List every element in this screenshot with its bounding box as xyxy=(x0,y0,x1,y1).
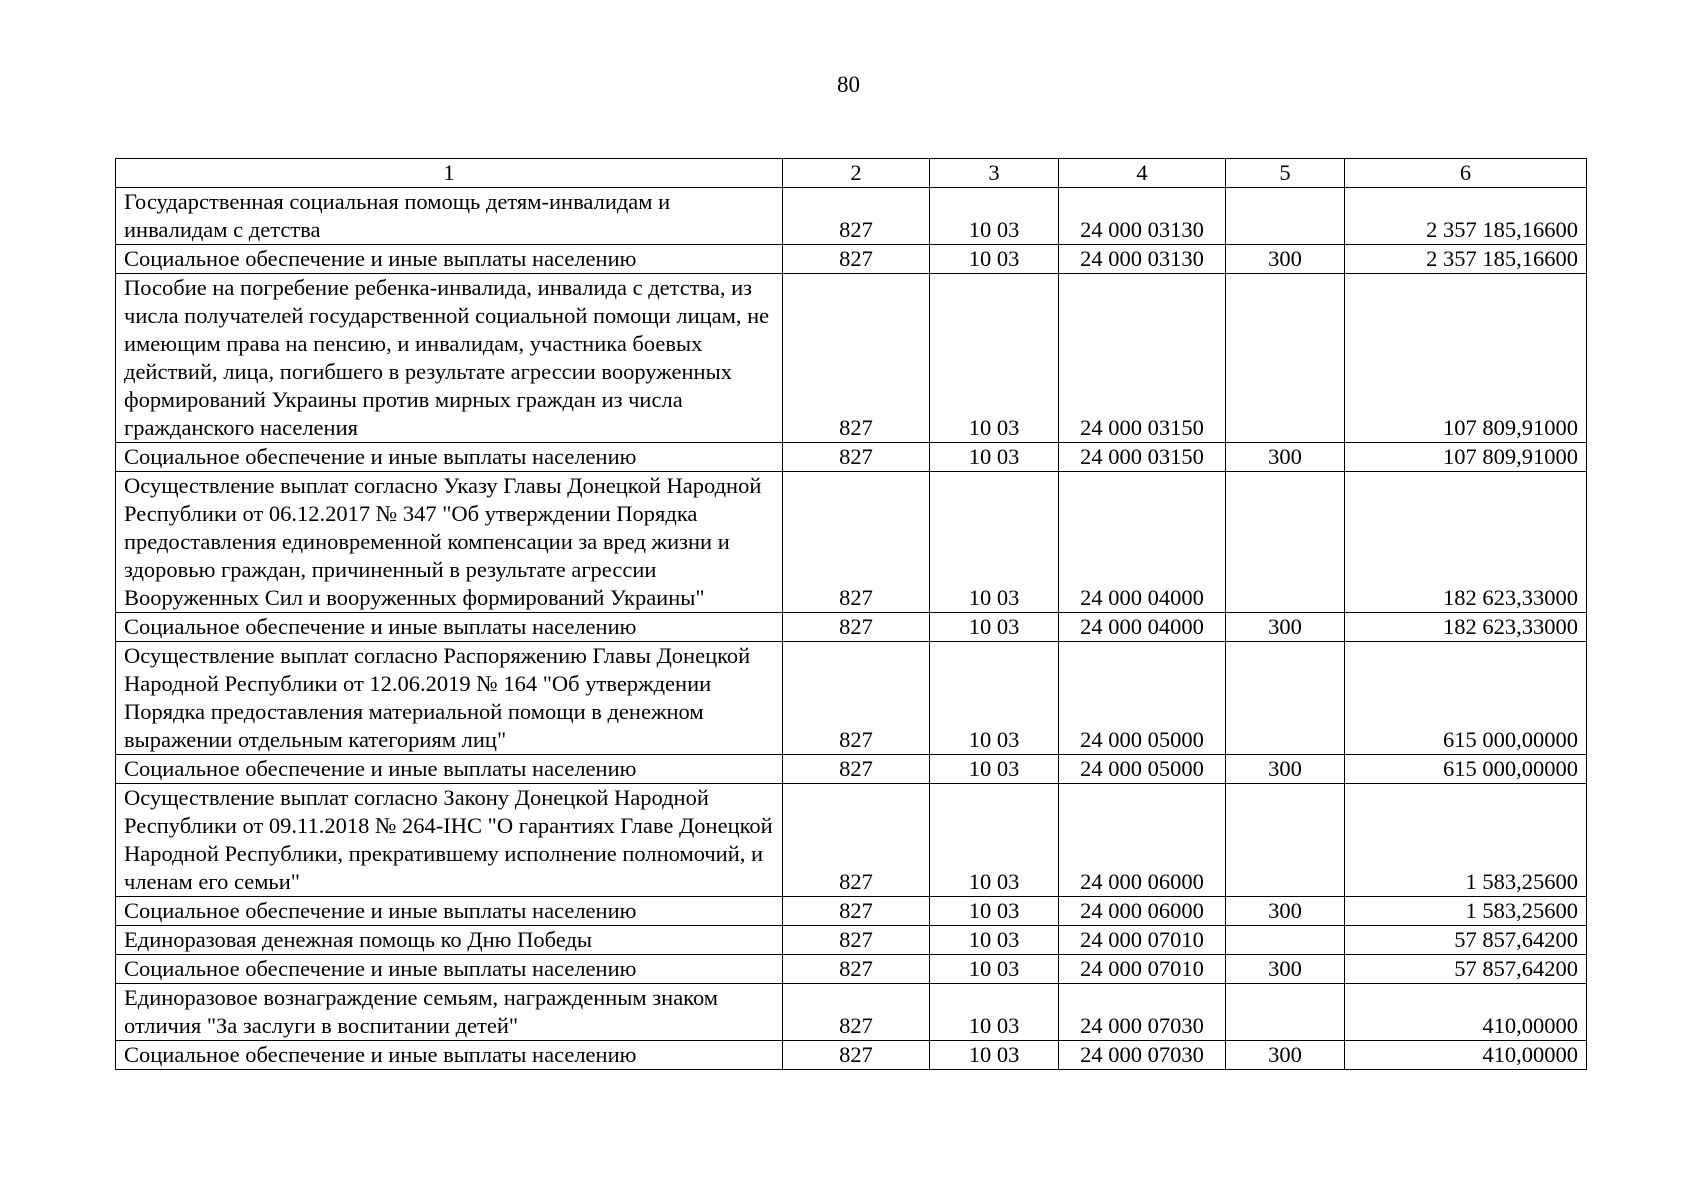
header-col-2: 2 xyxy=(783,159,930,188)
table-row xyxy=(116,784,1587,897)
page-number: 80 xyxy=(837,72,860,97)
cell-target-code: 24 000 05000 xyxy=(1059,755,1226,784)
cell-name: Социальное обеспечение и иные выплаты населению xyxy=(116,955,783,984)
cell-section-code: 10 03 xyxy=(930,472,1059,613)
table-row xyxy=(116,897,1587,926)
cell-expense-type xyxy=(1226,926,1345,955)
cell-amount: 57 857,64200 xyxy=(1345,955,1587,984)
header-col-1: 1 xyxy=(116,159,783,188)
cell-name: Социальное обеспечение и иные выплаты населению xyxy=(116,755,783,784)
table-row xyxy=(116,274,1587,443)
table-row xyxy=(116,642,1587,755)
cell-expense-type xyxy=(1226,188,1345,245)
cell-expense-type: 300 xyxy=(1226,955,1345,984)
cell-section-code: 10 03 xyxy=(930,955,1059,984)
table-row xyxy=(116,926,1587,955)
table-row xyxy=(116,955,1587,984)
table-row xyxy=(116,1041,1587,1070)
cell-section-code: 10 03 xyxy=(930,755,1059,784)
cell-name: Единоразовая денежная помощь ко Дню Победы xyxy=(116,926,783,955)
cell-ministry-code: 827 xyxy=(783,642,930,755)
header-col-6: 6 xyxy=(1345,159,1587,188)
cell-ministry-code: 827 xyxy=(783,1041,930,1070)
cell-expense-type: 300 xyxy=(1226,443,1345,472)
cell-section-code: 10 03 xyxy=(930,245,1059,274)
cell-expense-type xyxy=(1226,642,1345,755)
cell-target-code: 24 000 07030 xyxy=(1059,1041,1226,1070)
cell-ministry-code: 827 xyxy=(783,897,930,926)
cell-amount: 1 583,25600 xyxy=(1345,784,1587,897)
cell-ministry-code: 827 xyxy=(783,984,930,1041)
cell-name: Государственная социальная помощь детям-инвалидам и инвалидам с детства xyxy=(116,188,783,245)
cell-amount: 2 357 185,16600 xyxy=(1345,245,1587,274)
cell-ministry-code: 827 xyxy=(783,955,930,984)
table-row xyxy=(116,613,1587,642)
cell-amount: 182 623,33000 xyxy=(1345,613,1587,642)
table-row xyxy=(116,443,1587,472)
cell-name: Осуществление выплат согласно Указу Главы Донецкой Народной Республики от 06.12.2017 № 347 "Об утверждении Порядка предоставления единовременной компенсации за вред жизни и здоровью граждан, причиненный в результате агрессии Вооруженных Сил и вооруженных формирований Украины" xyxy=(116,472,783,613)
cell-expense-type: 300 xyxy=(1226,897,1345,926)
cell-target-code: 24 000 05000 xyxy=(1059,642,1226,755)
cell-amount: 107 809,91000 xyxy=(1345,274,1587,443)
cell-target-code: 24 000 04000 xyxy=(1059,472,1226,613)
cell-section-code: 10 03 xyxy=(930,784,1059,897)
cell-ministry-code: 827 xyxy=(783,472,930,613)
cell-ministry-code: 827 xyxy=(783,245,930,274)
cell-name: Социальное обеспечение и иные выплаты населению xyxy=(116,1041,783,1070)
cell-expense-type xyxy=(1226,472,1345,613)
cell-expense-type: 300 xyxy=(1226,245,1345,274)
cell-expense-type xyxy=(1226,784,1345,897)
cell-name: Социальное обеспечение и иные выплаты населению xyxy=(116,443,783,472)
cell-target-code: 24 000 07030 xyxy=(1059,984,1226,1041)
cell-amount: 410,00000 xyxy=(1345,984,1587,1041)
header-row xyxy=(116,159,1587,188)
cell-target-code: 24 000 07010 xyxy=(1059,955,1226,984)
cell-section-code: 10 03 xyxy=(930,274,1059,443)
table-row xyxy=(116,245,1587,274)
cell-section-code: 10 03 xyxy=(930,984,1059,1041)
cell-name: Осуществление выплат согласно Распоряжению Главы Донецкой Народной Республики от 12.06.2019 № 164 "Об утверждении Порядка предоставления материальной помощи в денежном выражении отдельным категориям лиц" xyxy=(116,642,783,755)
table-row xyxy=(116,472,1587,613)
cell-section-code: 10 03 xyxy=(930,443,1059,472)
cell-ministry-code: 827 xyxy=(783,274,930,443)
table-row xyxy=(116,188,1587,245)
cell-name: Осуществление выплат согласно Закону Донецкой Народной Республики от 09.11.2018 № 264-IНС "О гарантиях Главе Донецкой Народной Республики, прекратившему исполнение полномочий, и членам его семьи" xyxy=(116,784,783,897)
cell-ministry-code: 827 xyxy=(783,613,930,642)
cell-target-code: 24 000 03130 xyxy=(1059,245,1226,274)
cell-target-code: 24 000 06000 xyxy=(1059,897,1226,926)
cell-target-code: 24 000 03130 xyxy=(1059,188,1226,245)
header-col-4: 4 xyxy=(1059,159,1226,188)
header-col-5: 5 xyxy=(1226,159,1345,188)
cell-amount: 57 857,64200 xyxy=(1345,926,1587,955)
cell-expense-type xyxy=(1226,984,1345,1041)
cell-expense-type: 300 xyxy=(1226,613,1345,642)
cell-name: Социальное обеспечение и иные выплаты населению xyxy=(116,613,783,642)
table-row xyxy=(116,755,1587,784)
cell-ministry-code: 827 xyxy=(783,784,930,897)
cell-section-code: 10 03 xyxy=(930,897,1059,926)
cell-target-code: 24 000 03150 xyxy=(1059,274,1226,443)
cell-amount: 615 000,00000 xyxy=(1345,755,1587,784)
cell-ministry-code: 827 xyxy=(783,188,930,245)
cell-amount: 615 000,00000 xyxy=(1345,642,1587,755)
cell-name: Пособие на погребение ребенка-инвалида, инвалида с детства, из числа получателей государственной социальной помощи лицам, не имеющим права на пенсию, и инвалидам, участника боевых действий, лица, погибшего в результате агрессии вооруженных формирований Украины против мирных граждан из числа гражданского населения xyxy=(116,274,783,443)
cell-section-code: 10 03 xyxy=(930,642,1059,755)
table-row xyxy=(116,984,1587,1041)
cell-section-code: 10 03 xyxy=(930,926,1059,955)
cell-target-code: 24 000 07010 xyxy=(1059,926,1226,955)
cell-target-code: 24 000 03150 xyxy=(1059,443,1226,472)
cell-ministry-code: 827 xyxy=(783,926,930,955)
cell-section-code: 10 03 xyxy=(930,1041,1059,1070)
cell-section-code: 10 03 xyxy=(930,613,1059,642)
cell-section-code: 10 03 xyxy=(930,188,1059,245)
cell-amount: 2 357 185,16600 xyxy=(1345,188,1587,245)
cell-name: Единоразовое вознаграждение семьям, награжденным знаком отличия "За заслуги в воспитании детей" xyxy=(116,984,783,1041)
cell-expense-type xyxy=(1226,274,1345,443)
cell-name: Социальное обеспечение и иные выплаты населению xyxy=(116,897,783,926)
cell-amount: 107 809,91000 xyxy=(1345,443,1587,472)
cell-target-code: 24 000 04000 xyxy=(1059,613,1226,642)
header-col-3: 3 xyxy=(930,159,1059,188)
cell-amount: 182 623,33000 xyxy=(1345,472,1587,613)
cell-expense-type: 300 xyxy=(1226,755,1345,784)
cell-ministry-code: 827 xyxy=(783,755,930,784)
cell-amount: 410,00000 xyxy=(1345,1041,1587,1070)
cell-expense-type: 300 xyxy=(1226,1041,1345,1070)
budget-table xyxy=(115,158,1587,1070)
cell-name: Социальное обеспечение и иные выплаты населению xyxy=(116,245,783,274)
cell-target-code: 24 000 06000 xyxy=(1059,784,1226,897)
cell-ministry-code: 827 xyxy=(783,443,930,472)
cell-amount: 1 583,25600 xyxy=(1345,897,1587,926)
